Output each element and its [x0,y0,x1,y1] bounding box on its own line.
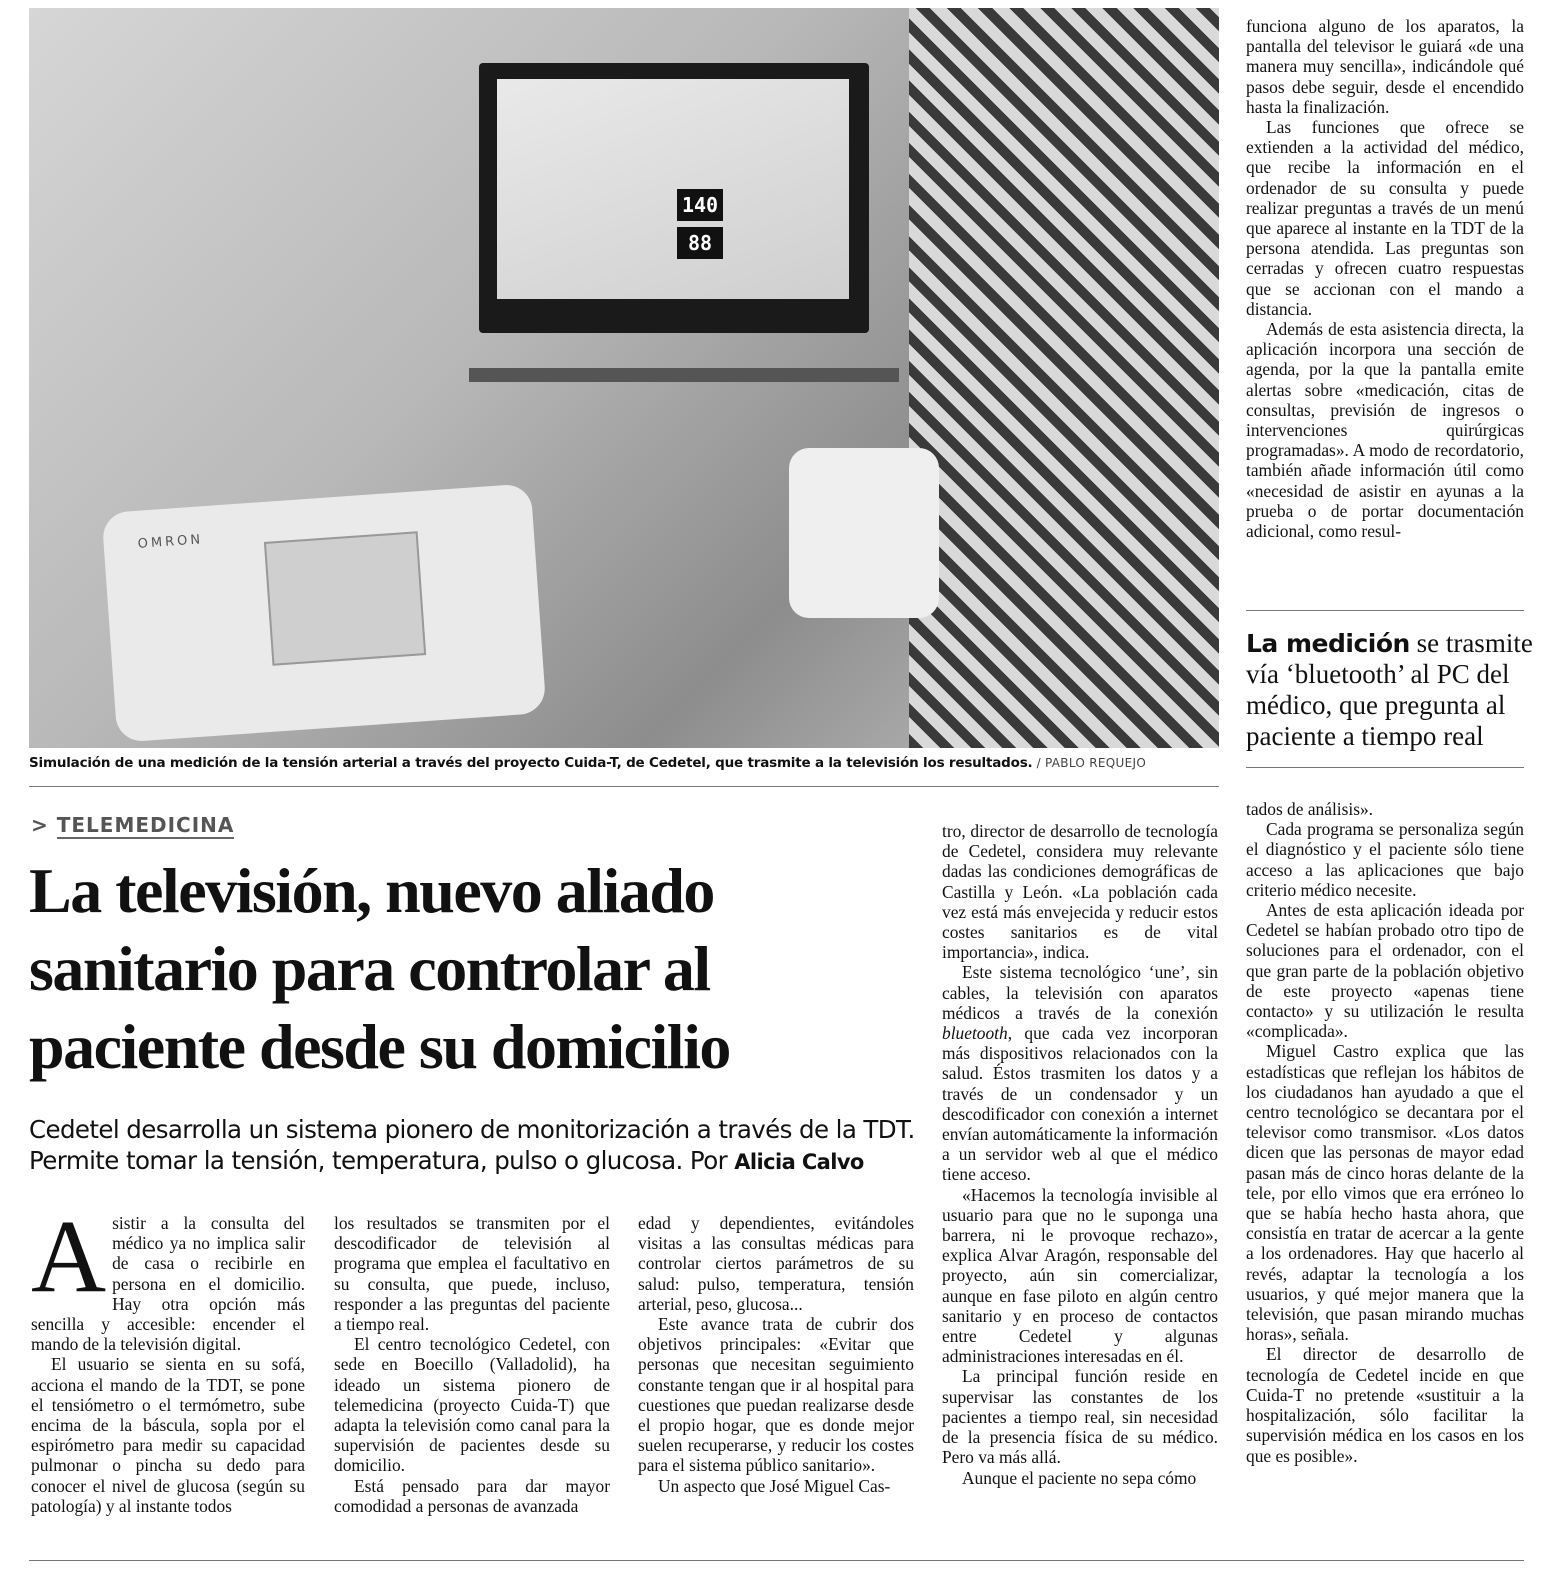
arm-with-cuff [789,448,939,618]
paragraph: Antes de esta aplicación ideada por Cedetel se habían probado otro tipo de soluciones para el ordenador, con el que gran parte de la población objetivo de este proyecto «apenas tiene contacto» y su utilización le resulta «complicada». [1246,900,1524,1042]
italic-term: bluetooth [942,1023,1008,1044]
body-column-5-bottom [1246,799,1524,1466]
paragraph: Miguel Castro explica que las estadísticas que reflejan los hábitos de los ciudadanos han ayudado a que el centro tecnológico se decantara por el televisor como transmisor. «Los datos dicen que las personas de mayor edad pasan más de cinco horas delante de la tele, por ello vimos que era erróneo lo que se había hecho hasta ahora, que consistía en tratar de acercar a la gente a los ordenadores. Hay que hacerlo al revés, adaptar la tecnología a los usuarios, y qué mejor manera que la televisión, que pasan mirando muchas horas», señala. [1246,1041,1524,1345]
photo-credit: / PABLO REQUEJO [1032,756,1147,770]
paragraph: Aunque el paciente no sepa cómo [962,1467,1197,1488]
article-photo [29,8,1219,748]
paragraph: El usuario se sienta en su sofá, acciona el mando de la TDT, se pone el tensiómetro o el termómetro, sube encima de la báscula, sopla por el espirómetro para medir su capacidad pulmonar o pincha su dedo para conocer el nivel de glucosa (según su patología) y al instante todos [31,1354,305,1516]
paragraph: los resultados se transmiten por el descodificador de televisión al programa que emplea el facultativo en su consulta, que puede, incluso, responder a las preguntas del paciente a tiempo real. [334,1213,610,1335]
paragraph: funciona alguno de los aparatos, la pantalla del televisor le guiará «de una manera muy sencilla», indicándole qué pasos debe seguir, desde el encendido hasta la finalización. [1246,16,1524,117]
caption-divider [29,786,1219,787]
drop-cap: A [31,1199,107,1314]
person-plaid-shirt [909,8,1219,748]
pull-quote-text: se trasmite vía ‘bluetooth’ al PC del médico, que pregunta al paciente a tiempo real [1246,628,1533,751]
body-column-4 [942,821,1218,1488]
photo-caption [29,755,1219,771]
deck-text: Cedetel desarrolla un sistema pionero de monitorización a través de la TDT. Permite tomar la tensión, temperatura, pulso o glucosa. Por [29,1115,915,1175]
paragraph: «Hacemos la tecnología invisible al usuario para que no le suponga una barrera, ni le provoque rechazo», explica Alvar Aragón, responsable del proyecto, aún sin comercializar, aunque en fase piloto en algún centro sanitario y en proceso de contactos entre Cedetel y algunas administraciones interesadas en él. [942,1184,1218,1367]
paragraph: tados de análisis». [1246,799,1374,819]
body-column-1 [31,1199,305,1516]
tv-screen [497,79,849,299]
caption-text: Simulación de una medición de la tensión arterial a través del proyecto Cuida-T, de Cedetel, que trasmite a la televisión los resultados. [29,755,1033,771]
headline: La televisión, nuevo aliado sanitario para controlar al paciente desde su domicilio [29,855,730,1082]
page-bottom-rule [29,1560,1524,1561]
paragraph: tro, director de desarrollo de tecnología de Cedetel, considera muy relevante dadas las condiciones demográficas de Castilla y León. «La población cada vez está más envejecida y reducir estos costes sanitarios es de vital importancia», indica. [942,821,1218,963]
paragraph: El director de desarrollo de tecnología de Cedetel incide en que Cuida-T no pretende «sustituir a la hospitalización, sólo facilitar la supervisión médica en los casos en los que es posible». [1246,1344,1524,1466]
body-column-3 [638,1213,914,1496]
device-brand: OMRON [137,532,204,552]
blood-pressure-monitor [102,483,547,742]
deck-subtitle [29,1114,919,1178]
paragraph: Las funciones que ofrece se extienden a la actividad del médico, que recibe la información en el ordenador de su consulta y puede realizar preguntas a través de un menú que aparece al instante en la TDT de la persona atendida. Las preguntas son cerradas y ofrecen cuatro respuestas que se accionan con el mando a distancia. [1246,117,1524,319]
tv-stand [469,368,899,382]
tv-reading-systolic: 140 [677,189,723,221]
section-arrow: > [31,813,49,837]
body-column-2 [334,1213,610,1516]
device-display [264,531,426,665]
tv-reading-diastolic: 88 [677,227,723,259]
paragraph: Este sistema tecnológico ‘une’, sin cables, la televisión con aparatos médicos a través de la conexión bluetooth, que cada vez incorporan más dispositivos relacionados con la salud. Éstos trasmiten los datos y a través de un condensador y un descodificador con conexión a internet envían automáticamente la información a un servidor web al que el médico tiene acceso. [942,962,1218,1185]
paragraph: Está pensado para dar mayor comodidad a personas de avanzada [334,1475,610,1516]
section-label: TELEMEDICINA [56,813,235,837]
pull-quote [1246,628,1536,752]
paragraph: Cada programa se personaliza según el diagnóstico y el paciente sólo tiene acceso a las aplicaciones que bajo criterio médico necesite. [1246,819,1524,900]
byline-author: Alicia Calvo [734,1150,864,1174]
paragraph: sistir a la consulta del médico ya no implica salir de casa o recibirle en persona en el domicilio. Hay otra opción más sencilla y accesible: encender el mando de la televisión digital. [31,1213,305,1355]
section-tag [31,813,234,837]
television-illustration [479,63,869,333]
paragraph: La principal función reside en supervisar las constantes de los pacientes a tiempo real, sin necesidad de la presencia física de su médico. Pero va más allá. [942,1366,1218,1468]
paragraph: Este avance trata de cubrir dos objetivos principales: «Evitar que personas que necesitan seguimiento constante tengan que ir al hospital para cuestiones que puedan realizarse desde el propio hogar, que es donde mejor suelen recuperarse, y reducir los costes para el sistema público sanitario». [638,1314,914,1476]
paragraph: Además de esta asistencia directa, la aplicación incorpora una sección de agenda, por la que la pantalla emite alertas sobre «medicación, citas de consultas, previsión de ingresos o intervenciones quirúrgicas programadas». A modo de recordatorio, también añade información útil como «necesidad de asistir en ayunas a la prueba o de portar documentación adicional, como resul- [1246,319,1524,542]
pull-quote-rule-bottom [1246,767,1524,768]
pull-quote-lead: La medición [1246,629,1410,658]
paragraph: edad y dependientes, evitándoles visitas a las consultas médicas para controlar ciertos parámetros de su salud: pulso, temperatura, tensión arterial, peso, glucosa... [638,1213,914,1314]
body-column-5-top [1246,16,1524,541]
pull-quote-rule-top [1246,610,1524,611]
paragraph: Un aspecto que José Miguel Cas- [658,1475,891,1496]
paragraph: El centro tecnológico Cedetel, con sede en Boecillo (Valladolid), ha ideado un sistema pionero de telemedicina (proyecto Cuida-T) que adapta la televisión como canal para la supervisión de pacientes desde su domicilio. [334,1334,610,1476]
